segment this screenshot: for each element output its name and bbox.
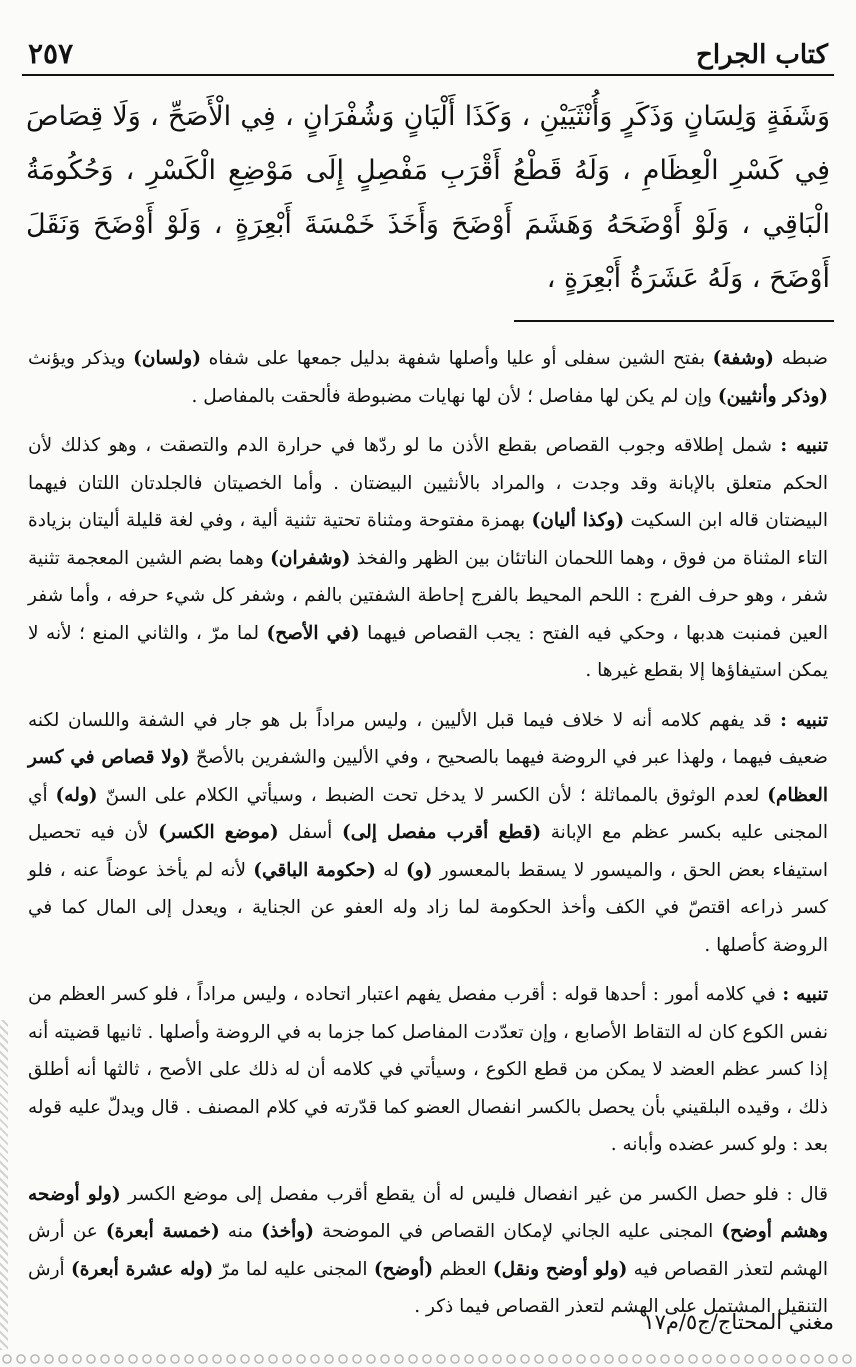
text-segment: لما مرّ ، والثاني المنع ؛ لأنه لا يمكن استيفاؤها إلا بقطع غيرها . (28, 622, 828, 681)
page-footer (22, 1310, 844, 1334)
page-number: ٢٥٧ (28, 37, 74, 70)
matn-quote: (وشفران) (270, 547, 351, 569)
text-segment: قد يفهم كلامه أنه لا خلاف فيما قبل الأليين ، وليس مراداً بل هو جار في الشفة واللسان لكنه ضعيف فيهما ، ولهذا عبر في الروضة فيهما بالصحيح ، وفي الأليين والشفرين بالأصحّ (28, 709, 828, 768)
matn-quote: (في الأصح) (266, 622, 360, 644)
text-segment: أسفل (278, 822, 342, 843)
matn-quote: (خمسة أبعرة) (105, 1221, 220, 1242)
text-segment: لأن فيه تحصيل استيفاء بعض الحق ، والميسور لا يسقط بالمعسور (28, 822, 828, 881)
matn-quote: (ولا قصاص في كسر العظام) (28, 747, 828, 806)
text-segment: وإن لم يكن لها مفاصل ؛ لأن لها نهايات مضبوطة فألحقت بالمفاصل . (191, 385, 718, 407)
matn-quote: (ولو أوضحه وهشم أوضح) (28, 1183, 828, 1242)
text-segment: بفتح الشين سفلى أو عليا وأصلها شفهة بدليل جمعها على شفاه (200, 348, 713, 369)
matn-text: وَشَفَةٍ وَلِسَانٍ وَذَكَرٍ وَأُنْثَيَيْنِ ، وَكَذَا أَلْيَانٍ وَشُفْرَانٍ ، فِي الْأَصَحِّ ، وَلَا قِصَاصَ فِي كَسْرِ الْعِظَامِ ، وَلَهُ قَطْعُ أَقْرَبِ مَفْصِلٍ إِلَى مَوْضِعِ الْكَسْرِ ، وَحُكُومَةُ الْبَاقِي ، وَلَوْ أَوْضَحَهُ وَهَشَمَ أَوْضَحَ وَأَخَذَ خَمْسَةَ أَبْعِرَةٍ ، وَلَوْ أَوْضَحَ وَنَقَلَ أَوْضَحَ ، وَلَهُ عَشَرَةُ أَبْعِرَةٍ ، (26, 101, 830, 294)
matn-quote: (موضع الكسر) (158, 822, 279, 843)
sharh-paragraph-5 (22, 1176, 834, 1326)
scan-edge-decoration (0, 1020, 8, 1350)
matn-quote: (وشفة) (712, 348, 774, 369)
matn-quote: (قطع أقرب مفصل إلى) (341, 822, 542, 843)
matn-quote: (حكومة الباقي) (253, 859, 376, 881)
text-segment: ويذكر ويؤنث (28, 348, 134, 369)
sharh-paragraph-2 (22, 427, 834, 690)
text-segment: قال : فلو حصل الكسر من غير انفصال فليس له أن يقطع أقرب مفصل إلى موضع الكسر (120, 1183, 828, 1205)
text-segment: في كلامه أمور : أحدها قوله : أقرب مفصل يفهم اعتبار اتحاده ، وليس مراداً ، فلو كسر العظم من نفس الكوع كان له التقاط الأصابع ، وإن تعدّدت المفاصل كما جزما به في الروضة وأصلها . ثانيها قضيته أنه إذا كسر عظم العضد لا يمكن من قطع الكوع ، وسيأتي في كلامه أن له ذلك على الأصح ، ثالثها أنه أطلق ذلك ، وقيده البلقيني بأن يحصل بالكسر انفصال العضو كما قدّرته في كلام المصنف . قال ويدلّ عليه قوله بعد : ولو كسر عضده وأبانه . (28, 984, 828, 1155)
sharh-paragraph-1 (22, 340, 834, 415)
running-title: كتاب الجراح (696, 40, 828, 70)
matn-quote: (وأخذ) (261, 1221, 314, 1242)
ornamental-border (0, 1352, 856, 1367)
signature-mark: مغني المحتاج/ج٥/م١٧ (643, 1310, 834, 1334)
matn-quote: (ولسان) (133, 348, 201, 369)
text-segment: ضبطه (773, 348, 828, 369)
sharh-paragraph-4 (22, 976, 834, 1164)
text-segment: المجنى عليه الجاني لإمكان القصاص في الموضحة (313, 1221, 722, 1242)
text-segment: عن أرش الهشم لتعذر القصاص فيه (28, 1221, 828, 1280)
matn-quote: (وله) (55, 784, 98, 806)
sharh-paragraph-3 (22, 702, 834, 965)
page-header (22, 28, 834, 76)
text-segment: لعدم الوثوق بالمماثلة ؛ لأن الكسر لا يدخل تحت الضبط ، وسيأتي الكلام على السنّ (97, 784, 768, 806)
text-segment: وهما بضم الشين المعجمة تثنية شفر ، وهو حرف الفرج : اللحم المحيط بالفرج إحاطة الشفتين بالفم ، وشفر كل شيء حرفه ، وأما شفر العين فمنبت هدبها ، وحكي فيه الفتح : يجب القصاص فيهما (28, 547, 828, 644)
text-segment: منه (219, 1221, 262, 1242)
divider-rule (514, 320, 834, 322)
matn-quote: (ولو أوضح ونقل) (492, 1258, 628, 1280)
text-segment: له (375, 859, 406, 881)
text-segment: لأنه لم يأخذ عوضاً عنه ، فلو كسر ذراعه اقتصّ في الكف وأخذ الحكومة لما زاد وله العفو عن الجناية ، ويعدل إلى المال كما في الروضة كأصلها . (28, 859, 828, 956)
matn-quote: (و) (405, 859, 433, 881)
text-segment: العظم (433, 1258, 493, 1280)
matn-quote: (وله عشرة أبعرة) (70, 1258, 214, 1280)
tanbih-label: تنبيه : (780, 435, 828, 456)
matn-quote: (وكذا أليان) (531, 510, 625, 531)
tanbih-label: تنبيه : (782, 984, 828, 1005)
text-segment: أي المجنى عليه بكسر عظم مع الإبانة (28, 784, 828, 843)
page (22, 28, 834, 1338)
matn-quote: (أوضح) (373, 1258, 434, 1280)
text-segment: أرش التنقيل المشتمل على الهشم لتعذر القصاص فيما ذكر . (28, 1258, 828, 1317)
tanbih-label: تنبيه : (780, 709, 828, 731)
text-segment: المجنى عليه لما مرّ (213, 1258, 374, 1280)
text-segment: شمل إطلاقه وجوب القصاص بقطع الأذن ما لو ردّها في حرارة الدم والتصقت ، وهو كذلك لأن الحكم متعلق بالإبانة وقد وجدت ، والمراد بالأنثيين البيضتان . وأما الخصيتان فالجلدتان اللتان فيهما البيضتان قاله ابن السكيت (28, 435, 829, 531)
matn-quote: (وذكر وأنثيين) (717, 385, 828, 407)
text-segment: بهمزة مفتوحة ومثناة تحتية تثنية ألية ، وفي لغة قليلة أليتان بزيادة التاء المثناة من فوق ، وهما اللحمان الناتئان بين الظهر والفخذ (28, 510, 828, 569)
